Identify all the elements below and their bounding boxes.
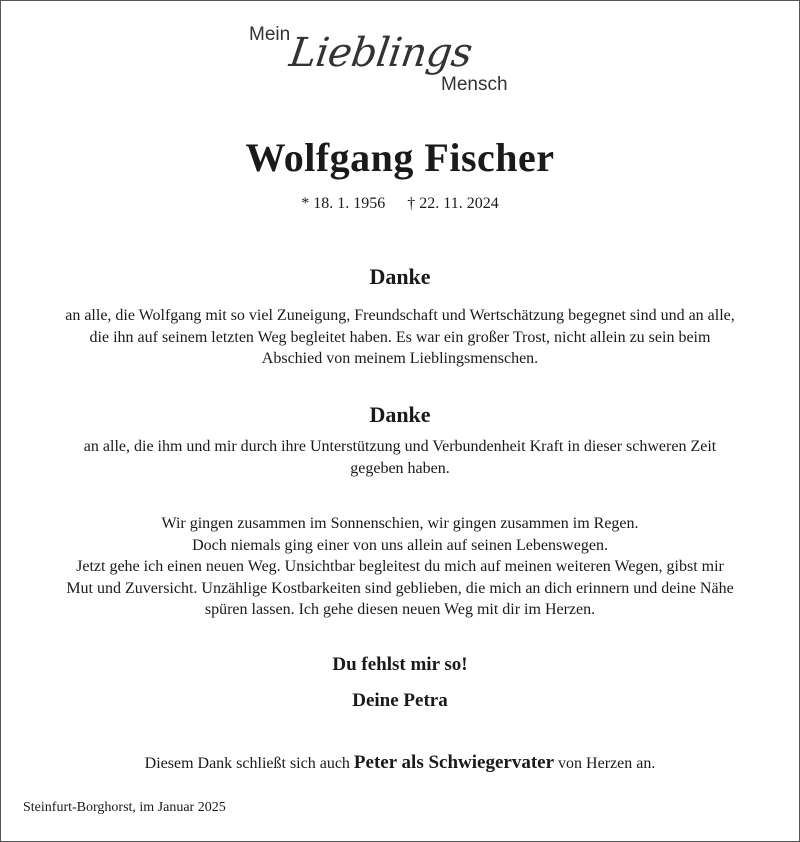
thanks-text-2 bbox=[20, 436, 780, 479]
text-line: Abschied von meinem Lieblingsmenschen. bbox=[261, 350, 539, 367]
birth-date: * 18. 1. 1956 bbox=[301, 195, 386, 212]
lieblingsmensch-logo bbox=[0, 0, 800, 110]
life-dates bbox=[20, 195, 780, 213]
closing-line: Du fehlst mir so! bbox=[332, 654, 468, 675]
text-line: an alle, die ihm und mir durch ihre Unterstützung und Verbundenheit Kraft in dieser schweren Zeit bbox=[83, 438, 717, 455]
addendum-line bbox=[20, 752, 780, 774]
addendum-prefix: Diesem Dank schließt sich auch bbox=[144, 755, 350, 772]
poem-text bbox=[20, 513, 780, 621]
text-line: Doch niemals ging einer von uns allein auf seinen Lebenswegen. bbox=[192, 536, 608, 554]
text-line: Jetzt gehe ich einen neuen Weg. Unsichtbar begleitest du mich auf meinen weiteren Wegen, gibst mir bbox=[76, 558, 724, 575]
text-line: Wir gingen zusammen im Sonnenschien, wir gingen zusammen im Regen. bbox=[161, 515, 639, 532]
thanks-heading-1: Danke bbox=[369, 264, 431, 289]
logo-mein: Mein bbox=[249, 24, 291, 45]
addendum-name: Peter als Schwiegervater bbox=[353, 752, 555, 773]
text-line: spüren lassen. Ich gehe diesen neuen Weg mit dir im Herzen. bbox=[204, 601, 596, 618]
thanks-text-1 bbox=[20, 305, 780, 370]
addendum-suffix: von Herzen an. bbox=[558, 755, 656, 772]
text-line: gegeben haben. bbox=[350, 459, 450, 477]
place-and-date: Steinfurt-Borghorst, im Januar 2025 bbox=[23, 800, 226, 815]
logo-lieblings: Lieblings bbox=[286, 30, 475, 76]
text-line: die ihn auf seinem letzten Weg begleitet haben. Es war ein großer Trost, nicht allein zu sein beim bbox=[89, 328, 711, 346]
signature: Deine Petra bbox=[352, 690, 448, 711]
deceased-name: Wolfgang Fischer bbox=[245, 135, 555, 180]
logo-mensch: Mensch bbox=[441, 74, 508, 95]
thanks-heading-2: Danke bbox=[369, 402, 431, 427]
text-line: an alle, die Wolfgang mit so viel Zuneigung, Freundschaft und Wertschätzung begegnet sind und an alle, bbox=[65, 307, 735, 324]
text-line: Mut und Zuversicht. Unzählige Kostbarkeiten sind geblieben, die mich an dich erinnern und deine Nähe bbox=[66, 579, 734, 597]
death-date: † 22. 11. 2024 bbox=[407, 195, 499, 212]
